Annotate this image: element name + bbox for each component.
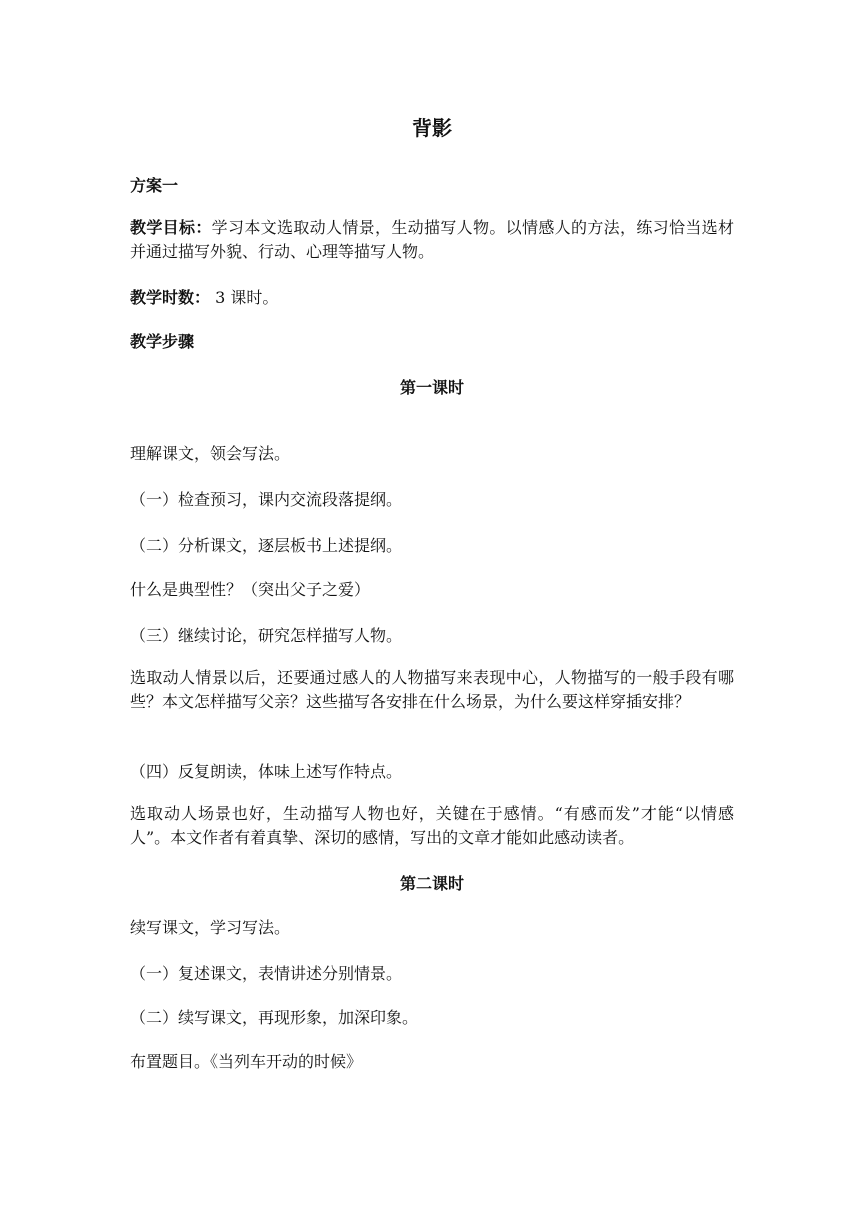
lesson1-intro: 理解课文，领会写法。: [130, 444, 291, 463]
lesson1-step4: （四）反复朗读，体味上述写作特点。: [130, 762, 403, 781]
lesson1-step2: （二）分析课文，逐层板书上述提纲。: [130, 536, 403, 555]
hours-text: 3 课时。: [210, 288, 279, 307]
lesson1-heading: 第一课时: [399, 378, 464, 397]
document-title: 背影: [412, 116, 452, 140]
lesson2-step1: （一）复述课文，表情讲述分别情景。: [130, 964, 403, 983]
teaching-goal: [130, 216, 734, 264]
steps-heading: 教学步骤: [130, 332, 195, 351]
lesson1-step3: （三）继续讨论，研究怎样描写人物。: [130, 626, 403, 645]
paragraph-description: 选取动人情景以后，还要通过感人的人物描写来表现中心，人物描写的一般手段有哪些？本文怎样描写父亲？这些描写各安排在什么场景，为什么要这样穿插安排？: [130, 668, 734, 711]
lesson2-intro: 续写课文，学习写法。: [130, 918, 291, 937]
goal-label: 教学目标：: [130, 218, 212, 237]
lesson2-heading: 第二课时: [399, 874, 464, 893]
hours-label: 教学时数：: [130, 288, 211, 307]
assignment: 布置题目。《当列车开动的时候》: [130, 1052, 363, 1071]
plan-heading: 方案一: [130, 176, 179, 195]
lesson1-step1: （一）检查预习，课内交流段落提纲。: [130, 490, 403, 509]
goal-text: 学习本文选取动人情景，生动描写人物。以情感人的方法，练习恰当选材并通过描写外貌、行动、心理等描写人物。: [130, 218, 734, 261]
teaching-hours: [130, 286, 734, 310]
paragraph-emotion: 选取动人场景也好，生动描写人物也好，关键在于感情。“有感而发”才能“以情感人”。本文作者有着真挚、深切的感情，写出的文章才能如此感动读者。: [130, 804, 734, 847]
question-typicality: 什么是典型性？（突出父子之爱）: [130, 580, 371, 599]
lesson2-step2: （二）续写课文，再现形象，加深印象。: [130, 1008, 419, 1027]
